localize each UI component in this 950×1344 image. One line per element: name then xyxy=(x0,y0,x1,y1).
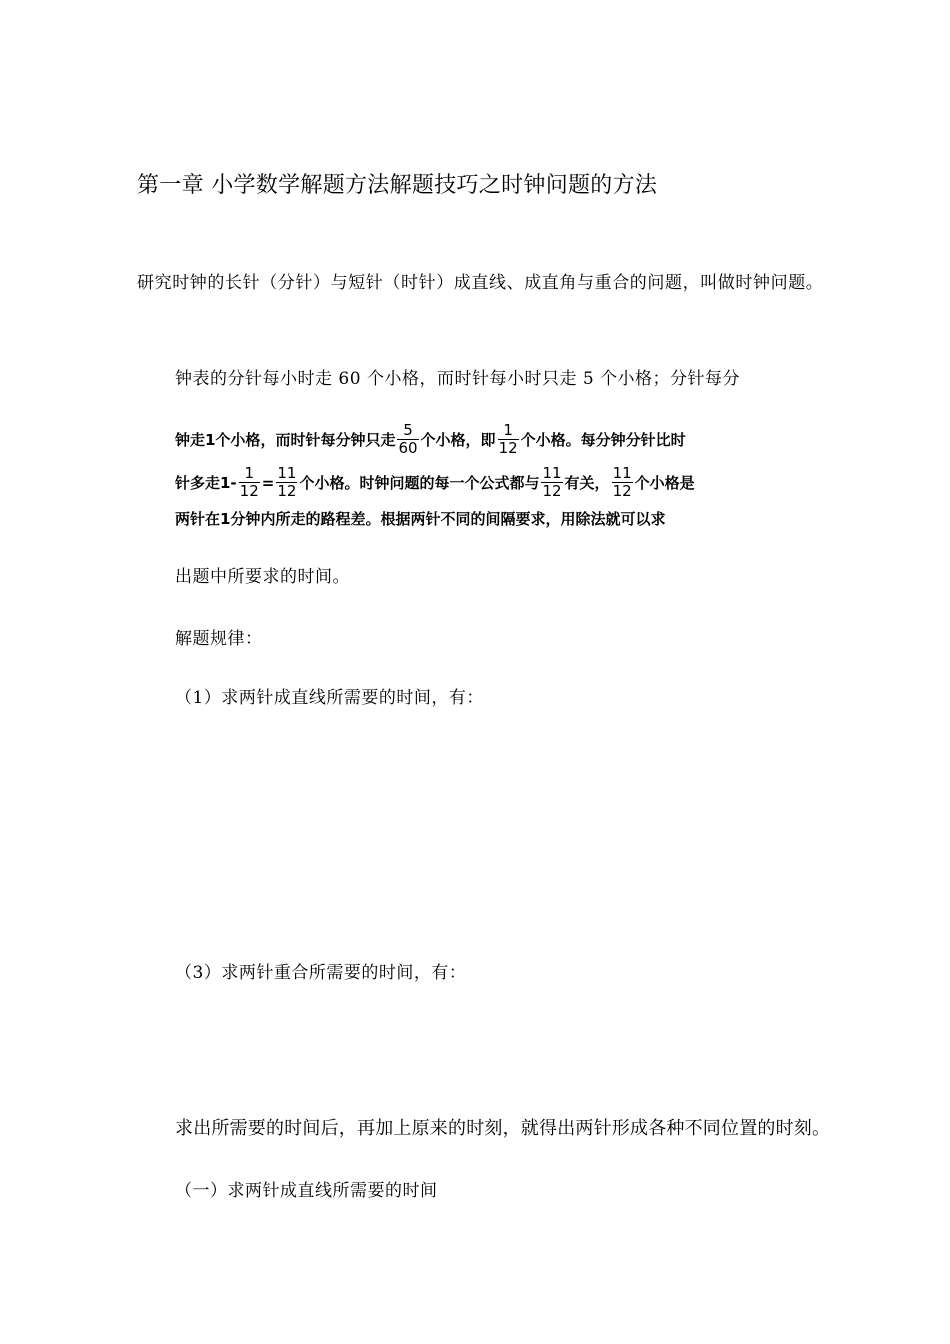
formula-text: 个小格。时钟问题的每一个公式都与 xyxy=(299,474,540,492)
fraction-5-60 xyxy=(397,422,418,457)
fraction-numerator: 1 xyxy=(244,464,254,482)
section-heading-1: （一）求两针成直线所需要的时间 xyxy=(175,1181,438,1201)
fraction-11-12 xyxy=(612,465,633,500)
fraction-numerator: 11 xyxy=(542,464,562,482)
fraction-denominator: 12 xyxy=(612,482,632,500)
fraction-numerator: 5 xyxy=(403,421,413,439)
formula-line-3 xyxy=(175,508,665,529)
result-paragraph: 出题中所要求的时间。 xyxy=(175,567,350,587)
formula-text: 针多走1- xyxy=(175,474,237,492)
formula-text: 个小格，即 xyxy=(420,431,496,449)
fraction-denominator: 12 xyxy=(498,439,518,457)
fraction-1-12 xyxy=(498,422,519,457)
fraction-11-12 xyxy=(276,465,297,500)
rule-1: （1）求两针成直线所需要的时间，有： xyxy=(175,688,484,708)
fraction-numerator: 11 xyxy=(277,464,297,482)
rule-3: （3）求两针重合所需要的时间，有： xyxy=(175,963,467,983)
chapter-title: 第一章 小学数学解题方法解题技巧之时钟问题的方法 xyxy=(137,173,658,198)
fraction-numerator: 11 xyxy=(612,464,632,482)
conclusion-paragraph: 求出所需要的时间后，再加上原来的时刻，就得出两针形成各种不同位置的时刻。 xyxy=(175,1118,831,1139)
formula-line-2 xyxy=(175,465,695,500)
fraction-denominator: 12 xyxy=(277,482,297,500)
fraction-denominator: 60 xyxy=(398,439,418,457)
fraction-11-12 xyxy=(541,465,562,500)
formula-text: 个小格。每分钟分针比时 xyxy=(520,431,686,449)
clock-paragraph: 钟表的分针每小时走 60 个小格，而时针每小时只走 5 个小格；分针每分 xyxy=(175,369,741,389)
rules-heading: 解题规律： xyxy=(175,629,263,649)
formula-line-1 xyxy=(175,422,686,457)
formula-text: 个小格是 xyxy=(634,474,695,492)
formula-text: 钟走1个小格，而时针每分钟只走 xyxy=(175,431,396,449)
formula-text: 两针在1分钟内所走的路程差。根据两针不同的间隔要求，用除法就可以求 xyxy=(175,510,666,528)
formula-image-block xyxy=(175,420,780,538)
fraction-1-12 xyxy=(239,465,260,500)
fraction-numerator: 1 xyxy=(503,421,513,439)
equals-sign: = xyxy=(261,473,275,492)
formula-text: 有关， xyxy=(564,474,610,492)
fraction-denominator: 12 xyxy=(542,482,562,500)
fraction-denominator: 12 xyxy=(239,482,259,500)
intro-paragraph: 研究时钟的长针（分针）与短针（时针）成直线、成直角与重合的问题，叫做时钟问题。 xyxy=(137,273,824,293)
